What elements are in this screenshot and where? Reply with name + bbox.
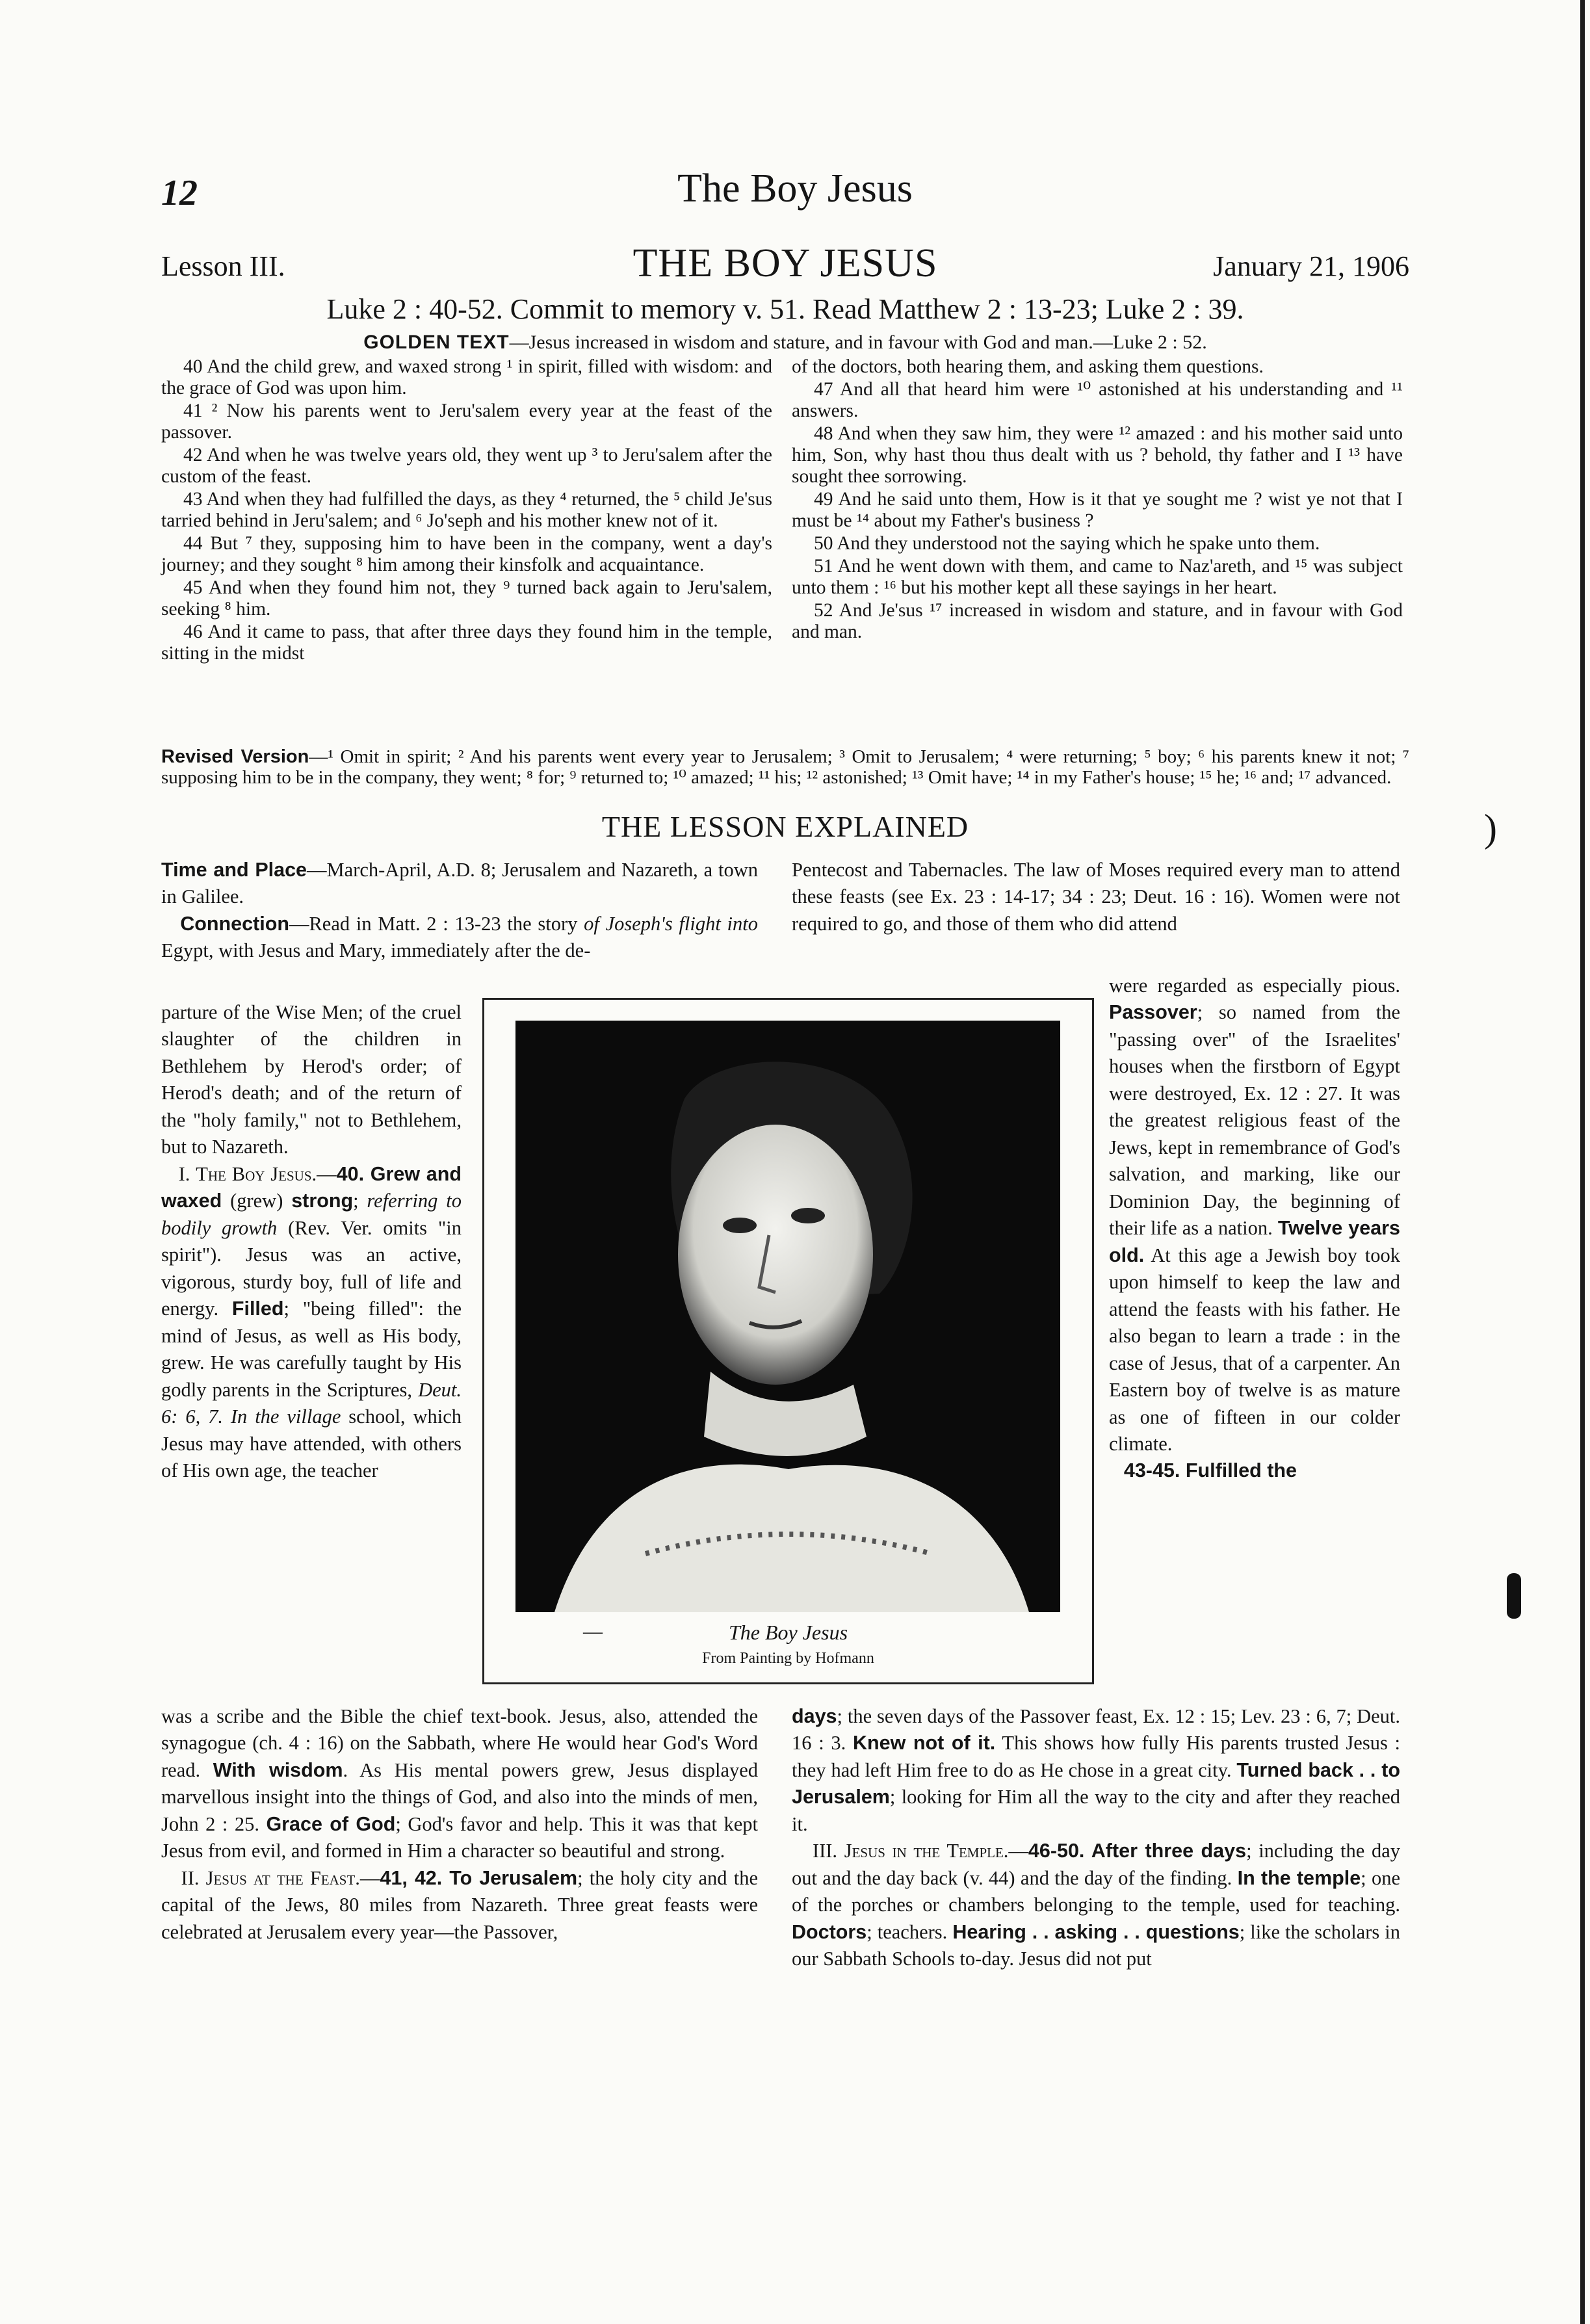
margin-blot bbox=[1507, 1573, 1521, 1619]
scripture-verse: 52 And Je'sus ¹⁷ increased in wisdom and stature, and in favour with God and man. bbox=[792, 600, 1403, 643]
scripture-verse: 45 And when they found him not, they ⁹ turned back again to Jeru'salem, seeking ⁸ him. bbox=[161, 577, 772, 620]
scripture-verse: 50 And they understood not the saying which he spake unto them. bbox=[814, 533, 1320, 555]
figure-caption: The Boy Jesus bbox=[728, 1621, 848, 1644]
lesson-number: Lesson III. bbox=[161, 250, 285, 282]
scripture-verse: 41 ² Now his parents went to Jeru'salem every year at the feast of the passover. bbox=[161, 400, 772, 443]
scan-edge-line bbox=[1580, 0, 1585, 2324]
page-number: 12 bbox=[161, 173, 198, 213]
section-heading: THE LESSON EXPLAINED bbox=[601, 810, 969, 843]
scripture-verse: 44 But ⁷ they, supposing him to have been in the company, went a day's journey; and they sought ⁸ him among their kinsfolk and acquaintance. bbox=[161, 533, 772, 576]
lesson-date: January 21, 1906 bbox=[1213, 250, 1409, 282]
revised-version-note bbox=[161, 746, 1409, 789]
margin-mark: ) bbox=[1484, 807, 1497, 850]
revised-version-text: —¹ Omit in spirit; ² And his parents went every year to Jerusalem; ³ Omit to Jerusalem; ⁴ were returning; ⁵ boy; ⁶ his parents knew it not; ⁷ supposing him to be in the company, they went; ⁸ for; ⁹ returned to; ¹⁰ amazed; ¹¹ his; ¹² astonished; ¹³ Omit have; ¹⁴ in my Father's house; ¹⁵ he; ¹⁶ and; ¹⁷ advanced. bbox=[161, 746, 1409, 789]
scripture-column-left bbox=[161, 356, 772, 666]
explained-right-narrow: were regarded as especially pious. Passover; so named from the "passing over" of the Israelites' houses when the firstborn of Egypt were destroyed, Ex. 12 : 27. It was the greatest religious feast of the Jews, kept in remembrance of God's salvation, and marking, like our Dominion Day, the beginning of their life as a nation. Twelve years old. At this age a Jewish boy took upon himself to keep the law and attend the feasts with his father. He also began to learn a trade : in the case of Jesus, that of a carpenter. An Eastern boy of twelve is as mature as one of fifteen in our colder climate. 43-45. Fulfilled the bbox=[1109, 974, 1400, 1482]
scripture-column-right bbox=[792, 356, 1403, 644]
explained-left-top: Time and Place—March-April, A.D. 8; Jerusalem and Nazareth, a town in Galilee. Connection—Read in Matt. 2 : 13-23 the story of Joseph's flight into Egypt, with Jesus and Mary, immediately after the de- bbox=[161, 859, 759, 962]
scripture-verse: of the doctors, both hearing them, and asking them questions. bbox=[792, 356, 1264, 377]
scripture-verse: 42 And when he was twelve years old, they went up ³ to Jeru'salem after the custom of the feast. bbox=[161, 445, 772, 488]
revised-version-label: Revised Version bbox=[161, 746, 309, 767]
lesson-line bbox=[161, 241, 1409, 293]
scripture-verse: 51 And he went down with them, and came to Naz'areth, and ¹⁵ was subject unto them : ¹⁶ but his mother kept all these sayings in her heart. bbox=[792, 556, 1403, 599]
scripture-verse: 46 And it came to pass, that after three days they found him in the temple, sitting in the midst bbox=[161, 621, 772, 664]
explained-right-bottom: days; the seven days of the Passover feast, Ex. 12 : 15; Lev. 23 : 6, 7; Deut. 16 : 3. Knew not of it. This shows how fully His parents trusted Jesus : they had left Him free to do as He chose in a great city. Turned back . . to Jerusalem; looking for Him all the way to the city and after they reached it. III. Jesus in the Temple.—46-50. After three days; including the day out and the day back (v. 44) and the day of the finding. In the temple; one of the porches or chambers belonging to the temple, used for teaching. Doctors; teachers. Hearing . . asking . . questions; like the scholars in our Sabbath Schools to-day. Jesus did not put bbox=[792, 1705, 1401, 1970]
golden-text bbox=[161, 332, 1409, 354]
scripture-verse: 49 And he said unto them, How is it that ye sought me ? wist ye not that I must be ¹⁴ about my Father's business ? bbox=[792, 489, 1403, 532]
scripture-verse: 48 And when they saw him, they were ¹² amazed : and his mother said unto him, Son, why hast thou thus dealt with us ? behold, thy father and I ¹³ have sought thee sorrowing. bbox=[792, 423, 1403, 488]
explained-right-top: Pentecost and Tabernacles. The law of Moses required every man to attend these feasts (see Ex. 23 : 14-17; 34 : 23; Deut. 16 : 16). Women were not required to go, and those of them who did attend bbox=[792, 859, 1400, 935]
explained-left-narrow: parture of the Wise Men; of the cruel slaughter of the children in Bethlehem by Herod's order; of Herod's death; and of the return of the "holy family," not to Bethlehem, but to Nazareth. I. The Boy Jesus.—40. Grew and waxed (grew) strong; referring to bodily growth (Rev. Ver. omits "in spirit"). Jesus was an active, vigorous, sturdy boy, full of life and energy. Filled; "being filled": the mind of Jesus, as well as His body, grew. He was carefully taught by His godly parents in the Scriptures, Deut. 6: 6, 7. In the village school, which Jesus may have attended, with others of His own age, the teacher bbox=[161, 1001, 462, 1482]
scripture-verse: 40 And the child grew, and waxed strong ¹ in spirit, filled with wisdom: and the grace of God was upon him. bbox=[161, 356, 772, 399]
golden-text-body: —Jesus increased in wisdom and stature, and in favour with God and man.—Luke 2 : 52. bbox=[509, 332, 1207, 353]
portrait-image bbox=[515, 1021, 1060, 1612]
book-title: The Boy Jesus bbox=[677, 166, 913, 211]
scripture-references: Luke 2 : 40-52. Commit to memory v. 51. Read Matthew 2 : 13-23; Luke 2 : 39. bbox=[326, 293, 1244, 325]
figure-portrait bbox=[482, 998, 1094, 1684]
explained-left-bottom: was a scribe and the Bible the chief text-book. Jesus, also, attended the synagogue (ch. 4 : 16) on the Sabbath, where He would hear God's Word read. With wisdom. As His mental powers grew, Jesus displayed marvellous insight into the things of God, and also into the minds of men, John 2 : 25. Grace of God; God's favor and help. This it was that kept Jesus from evil, and formed in Him a character so beautiful and strong. II. Jesus at the Feast.—41, 42. To Jerusalem; the holy city and the capital of the Jews, 80 miles from Nazareth. Three great feasts were celebrated at Jerusalem every year—the Passover, bbox=[161, 1705, 759, 1943]
golden-text-label: GOLDEN TEXT bbox=[363, 332, 510, 353]
scripture-verse: 43 And when they had fulfilled the days, as they ⁴ returned, the ⁵ child Je'sus tarried behind in Jeru'salem; and ⁶ Jo'seph and his mother knew not of it. bbox=[161, 489, 772, 532]
caption-dash: — bbox=[583, 1621, 603, 1642]
running-head bbox=[0, 166, 1590, 218]
scripture-verse: 47 And all that heard him were ¹⁰ astonished at his understanding and ¹¹ answers. bbox=[792, 379, 1403, 422]
figure-credit: From Painting by Hofmann bbox=[702, 1650, 874, 1667]
lesson-title: THE BOY JESUS bbox=[632, 241, 938, 285]
